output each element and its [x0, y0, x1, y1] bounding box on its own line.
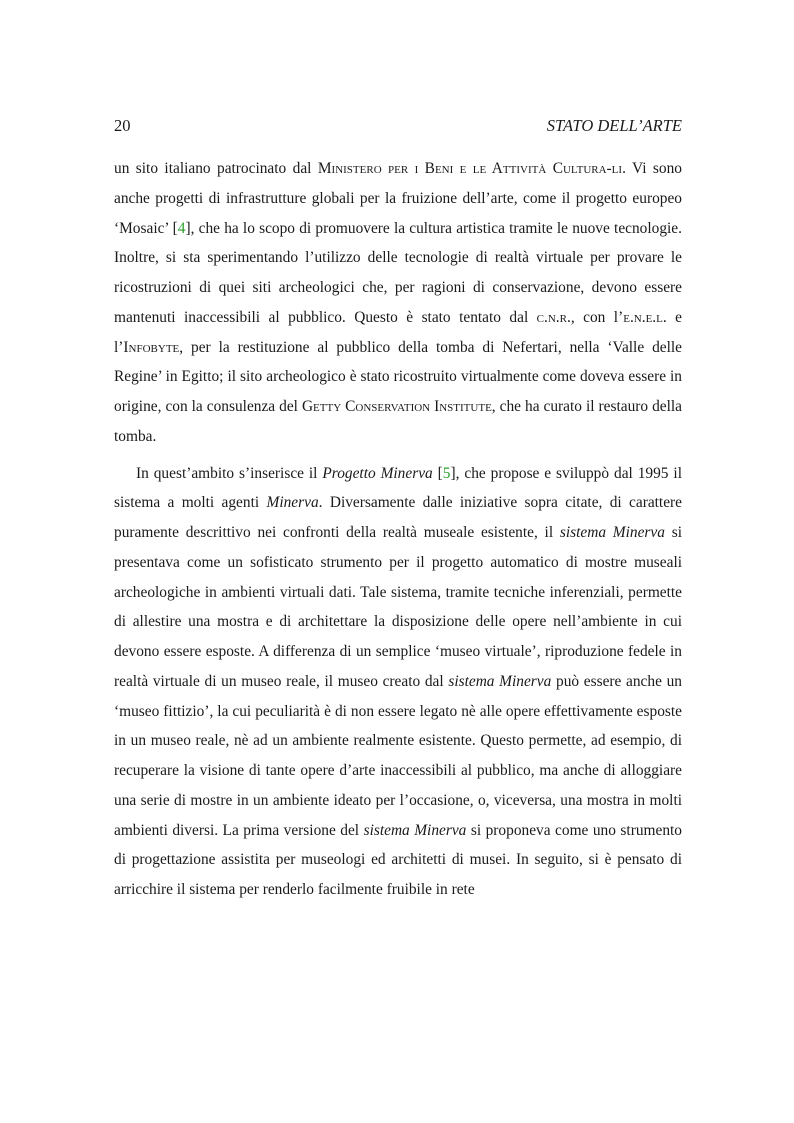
paragraph-1: un sito italiano patrocinato dal Ministero per i Beni e le Attività Cultura-li. Vi sono anche progetti di infrastrutture globali per la fruizione dell’arte, come il progetto europeo ‘Mosaic’ [4], che ha lo scopo di promuovere la cultura artistica tramite le nuove tecnologie. Inoltre, si sta sperimentando l’utilizzo delle tecnologie di realtà virtuale per provare le ricostruzioni di quei siti archeologici che, per ragioni di conservazione, devono essere mantenuti inaccessibili al pubblico. Questo è stato tentato dal c.n.r., con l’e.n.e.l. e l’Infobyte, per la restituzione al pubblico della tomba di Nefertari, nella ‘Valle delle Regine’ in Egitto; il sito archeologico è stato ricostruito virtualmente come doveva essere in origine, con la consulenza del Getty Conservation Institute, che ha curato il restauro della tomba. [114, 160, 682, 445]
body-text [114, 154, 682, 905]
infobyte-name: Infobyte [123, 338, 180, 356]
page-number: 20 [114, 116, 131, 135]
enel-abbrev: e.n.e.l. [623, 308, 667, 326]
citation-link-mosaic[interactable]: 4 [177, 219, 186, 237]
sistema-minerva-term: sistema Minerva [559, 524, 665, 541]
sistema-minerva-term: sistema Minerva [363, 821, 467, 839]
progetto-minerva-title: Progetto Minerva [322, 464, 433, 482]
paragraph-2: In quest’ambito s’inserisce il Progetto Minerva [5], che propose e sviluppò dal 1995 il sistema a molti agenti Minerva. Diversamente dalle iniziative sopra citate, di carattere puramente descrittivo nei confronti della realtà museale esistente, il sistema Minerva si presentava come un sofisticato strumento per il progetto automatico di mostre museali archeologiche in ambienti virtuali dati. Tale sistema, tramite tecniche inferenziali, permette di allestire una mostra e di architettare la disposizione delle opere nell’ambiente in cui devono essere esposte. A differenza di un semplice ‘museo virtuale’, riproduzione fedele in realtà virtuale di un museo reale, il museo creato dal sistema Minerva può essere anche un ‘museo fittizio’, la cui peculiarità è di non essere legato nè alle opere effettivamente esposte in un museo reale, nè ad un ambiente realmente esistente. Questo permette, ad esempio, di recuperare la visione di tante opere d’arte inaccessibili al pubblico, ma anche di alloggiare una serie di mostre in un ambiente ideato per l’occasione, o, viceversa, una mostra in molti ambienti diversi. La prima versione del sistema Minerva si proponeva come uno strumento di progettazione assistita per museologi ed architetti di musei. In seguito, si è pensato di arricchire il sistema per renderlo facilmente fruibile in rete [114, 464, 682, 898]
page-header [114, 110, 682, 140]
ministero-name: Ministero per i Beni e le Attività Cultura-li [317, 160, 623, 177]
sistema-minerva-term: sistema Minerva [448, 672, 552, 690]
minerva-term: Minerva [266, 494, 319, 512]
citation-link-minerva[interactable]: 5 [442, 464, 451, 482]
cnr-abbrev: c.n.r. [536, 308, 571, 326]
getty-institute-name: Getty Conservation Institute [301, 398, 492, 415]
document-page [114, 110, 682, 905]
running-title: STATO DELL’ARTE [546, 116, 682, 135]
